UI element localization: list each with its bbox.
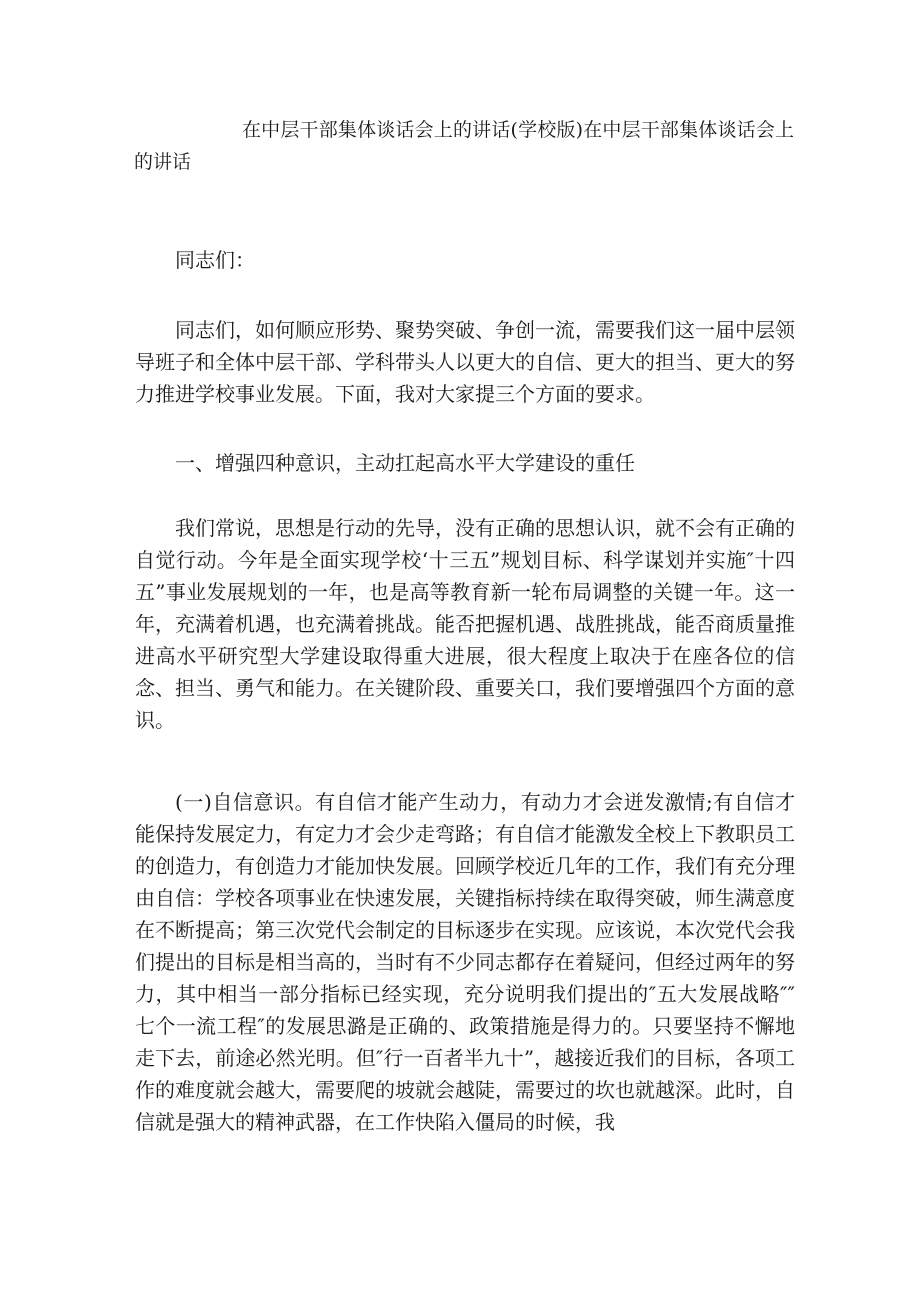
intro-paragraph: 同志们，如何顺应形势、聚势突破、争创一流，需要我们这一届中层领导班子和全体中层干部、学科带头人以更大的自信、更大的担当、更大的努力推进学校事业发展。下面，我对大家提三个方面的要求。 [135, 318, 795, 406]
document-title: 在中层干部集体谈话会上的讲话(学校版)在中层干部集体谈话会上的讲话 [134, 119, 794, 173]
section-heading: 一、增强四种意识，主动扛起高水平大学建设的重任 [175, 451, 635, 475]
greeting-line: 同志们： [175, 248, 255, 272]
body-paragraph: 我们常说，思想是行动的先导，没有正确的思想认识，就不会有正确的自觉行动。今年是全面实现学校‘十三五”规划目标、科学谋划并实施″十四五”事业发展规划的一年，也是高等教育新一轮布局调整的关键一年。这一年，充满着机遇，也充满着挑战。能否把握机遇、战胜挑战，能否商质量推进高水平研究型大学建设取得重大进展，很大程度上取决于在座各位的信念、担当、勇气和能力。在关键阶段、重要关口，我们要增强四个方面的意识。 [135, 516, 795, 732]
body-paragraph: (一)自信意识。有自信才能产生动力，有动力才会迸发激情;有自信才能保持发展定力，有定力才会少走弯路；有自信才能激发全校上下教职员工的创造力，有创造力才能加快发展。回顾学校近几年的工作，我们有充分理由自信：学校各项事业在快速发展，关键指标持续在取得突破，师生满意度在不断提高；第三次党代会制定的目标逐步在实现。应该说，本次党代会我们提出的目标是相当高的，当时有不少同志都存在着疑问，但经过两年的努力，其中相当一部分指标已经实现，充分说明我们提出的″五大发展战略″″七个一流工程″的发展思潞是正确的、政策措施是得力的。只要坚持不懈地走下去，前途必然光明。但″行一百者半九十”，越接近我们的目标，各项工作的难度就会越大，需要爬的坡就会越陡，需要过的坎也就越深。此时，自信就是强大的精神武器，在工作快陷入僵局的时候，我 [135, 790, 795, 1134]
